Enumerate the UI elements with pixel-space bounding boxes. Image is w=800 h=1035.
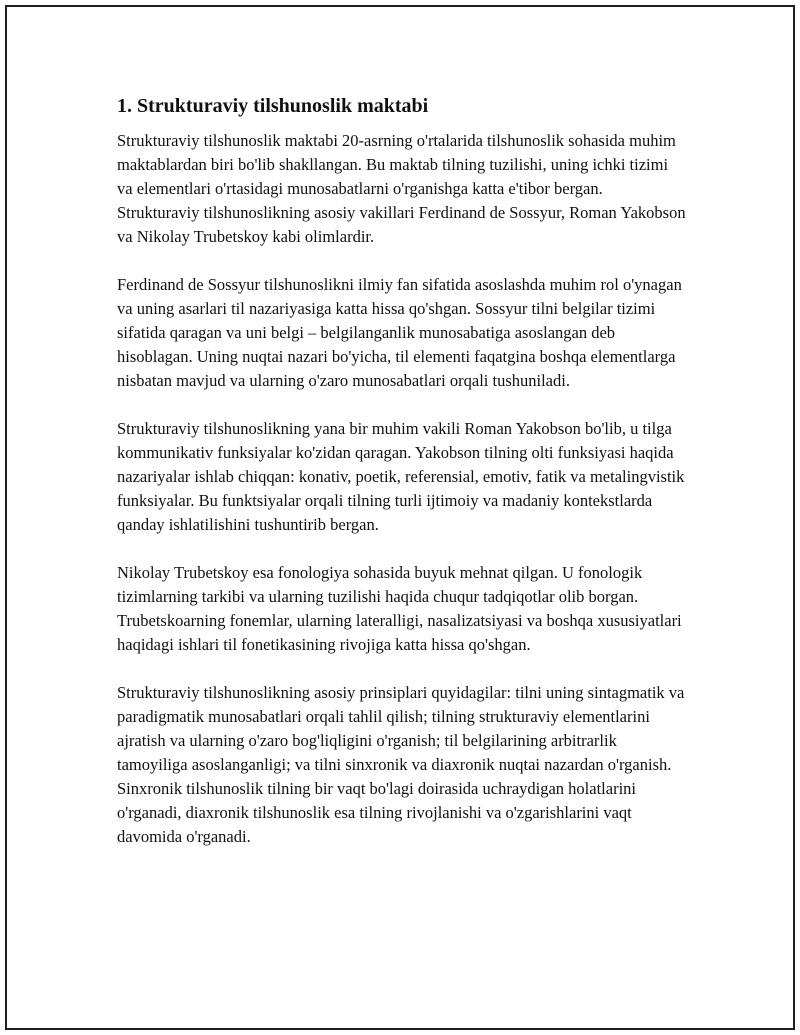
- paragraph-principles: Strukturaviy tilshunoslikning asosiy prinsiplari quyidagilar: tilni uning sintagmatik va paradigmatik munosabatlari orqali tahlil qilish; tilning strukturaviy elementlarini ajratish va ularning o'zaro bog'liqligini o'rganish; til belgilarining arbitrarlik tamoyiliga asoslanganligi; va tilni sinxronik va diaxronik nuqtai nazardan o'rganish. Sinxronik tilshunoslik tilning bir vaqt bo'lagi doirasida uchraydigan holatlarini o'rganadi, diaxronik tilshunoslik esa tilning rivojlanishi va o'zgarishlarini vaqt davomida o'rganadi.: [117, 683, 685, 846]
- paragraph-intro: Strukturaviy tilshunoslik maktabi 20-asrning o'rtalarida tilshunoslik sohasida muhim maktablardan biri bo'lib shakllangan. Bu maktab tilning tuzilishi, uning ichki tizimi va elementlari o'rtasidagi munosabatlarni o'rganishga katta e'tibor bergan. Strukturaviy tilshunoslikning asosiy vakillari Ferdinand de Sossyur, Roman Yakobson va Nikolay Trubetskoy kabi olimlardir.: [117, 131, 686, 246]
- paragraph-yakobson: Strukturaviy tilshunoslikning yana bir muhim vakili Roman Yakobson bo'lib, u tilga kommunikativ funksiyalar ko'zidan qaragan. Yakobson tilning olti funksiyasi haqida nazariyalar ishlab chiqqan: konativ, poetik, referensial, emotiv, fatik va metalingvistik funksiyalar. Bu funktsiyalar orqali tilning turli ijtimoiy va madaniy kontekstlarda qanday ishlatilishini tushuntirib bergan.: [117, 419, 685, 534]
- document-content: [117, 92, 687, 873]
- section-title: 1. Strukturaviy tilshunoslik maktabi: [117, 95, 429, 117]
- paragraph-trubetskoy: Nikolay Trubetskoy esa fonologiya sohasida buyuk mehnat qilgan. U fonologik tizimlarning tarkibi va ularning tuzilishi haqida chuqur tadqiqotlar olib borgan. Trubetskoarning fonemlar, ularning lateralligi, nasalizatsiyasi va boshqa xususiyatlari haqidagi ishlari til fonetikasining rivojiga katta hissa qo'shgan.: [117, 563, 682, 654]
- paragraph-sossyur: Ferdinand de Sossyur tilshunoslikni ilmiy fan sifatida asoslashda muhim rol o'ynagan va uning asarlari til nazariyasiga katta hissa qo'shgan. Sossyur tilni belgilar tizimi sifatida qaragan va uni belgi – belgilanganlik munosabatiga asoslangan deb hisoblagan. Uning nuqtai nazari bo'yicha, til elementi faqatgina boshqa elementlarga nisbatan mavjud va ularning o'zaro munosabatlari orqali tushuniladi.: [117, 275, 682, 390]
